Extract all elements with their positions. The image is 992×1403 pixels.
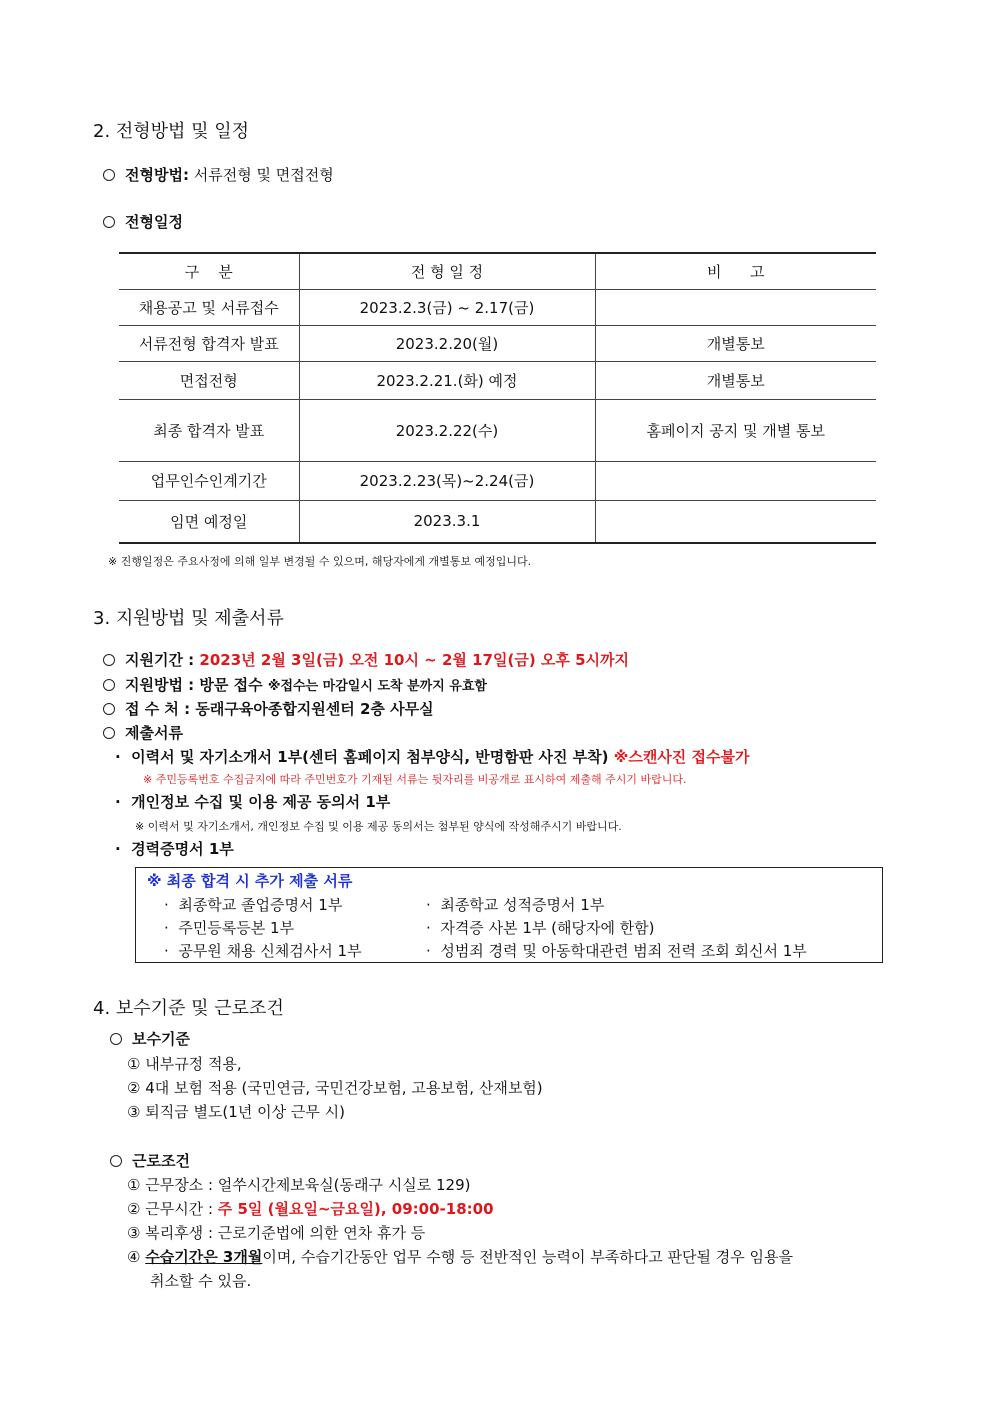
table-cell: 임면 예정일	[119, 500, 299, 543]
doc2-text: 개인정보 수집 및 이용 제공 동의서 1부	[131, 793, 391, 811]
period-value: 2023년 2월 3일(금) 오전 10시 ~ 2월 17일(금) 오후 5시까지	[199, 651, 630, 669]
work-item: ③ 복리후생 : 근로기준법에 의한 연차 휴가 등	[127, 1224, 426, 1242]
doc2-note: ※ 이력서 및 자기소개서, 개인정보 수집 및 이용 제공 동의서는 첨부된 양식에 작성해주시기 바랍니다.	[135, 820, 622, 833]
docs-label: 제출서류	[125, 724, 183, 742]
table-cell	[595, 461, 876, 500]
table-cell: 채용공고 및 서류접수	[119, 289, 299, 325]
apply-method-line	[103, 674, 487, 695]
bullet-icon: ·	[426, 919, 431, 937]
table-cell: 2023.2.23(목)~2.24(금)	[299, 461, 595, 500]
docs-line	[103, 722, 183, 743]
place-line	[103, 698, 434, 719]
probation-text-cont: 취소할 수 있음.	[150, 1272, 252, 1290]
extra-docs-title: ※ 최종 합격 시 추가 제출 서류	[147, 872, 353, 890]
bullet-icon: ·	[426, 896, 431, 914]
table-row	[119, 500, 876, 543]
circle-bullet-icon	[103, 654, 115, 666]
table-row	[119, 361, 876, 399]
table-header-cell: 전 형 일 정	[299, 253, 595, 289]
probation-text: 이며, 수습기간동안 업무 수행 등 전반적인 능력이 부족하다고 판단될 경우 임용을	[262, 1248, 793, 1266]
doc2-line	[115, 791, 390, 812]
bullet-icon: ·	[115, 793, 121, 811]
work-hours-value: 주 5일 (월요일~금요일), 09:00-18:00	[217, 1200, 494, 1218]
place-label: 접 수 처 :	[125, 700, 191, 718]
extra-doc-text: 공무원 채용 신체검사서 1부	[178, 942, 362, 960]
work4-num: ④	[127, 1248, 141, 1266]
circle-bullet-icon	[103, 216, 115, 228]
table-cell: 홈페이지 공지 및 개별 통보	[595, 399, 876, 461]
circle-bullet-icon	[103, 679, 115, 691]
extra-doc-item	[426, 940, 807, 961]
pay-item: ① 내부규정 적용,	[127, 1055, 242, 1073]
work-hours-label: ② 근무시간 :	[127, 1200, 213, 1218]
table-header-row	[119, 253, 876, 289]
table-cell: 개별통보	[595, 361, 876, 399]
table-cell: 면접전형	[119, 361, 299, 399]
bullet-icon: ·	[164, 942, 169, 960]
circle-bullet-icon	[110, 1033, 122, 1045]
place-value: 동래구육아종합지원센터 2층 사무실	[195, 700, 434, 718]
extra-doc-item	[164, 940, 362, 961]
table-row	[119, 461, 876, 500]
section2-title: 2. 전형방법 및 일정	[93, 121, 250, 142]
schedule-line	[103, 211, 183, 232]
extra-doc-text: 최종학교 졸업증명서 1부	[178, 896, 343, 914]
bullet-icon: ·	[115, 748, 121, 766]
period-label: 지원기간 :	[125, 651, 195, 669]
work-label: 근로조건	[132, 1152, 190, 1170]
apply-method-note: ※접수는 마감일시 도착 분까지 유효함	[267, 679, 487, 694]
table-cell: 최종 합격자 발표	[119, 399, 299, 461]
table-cell: 2023.2.22(수)	[299, 399, 595, 461]
doc3-text: 경력증명서 1부	[131, 840, 234, 858]
bullet-icon: ·	[164, 896, 169, 914]
apply-method-label: 지원방법 :	[125, 676, 195, 694]
table-cell: 2023.2.20(월)	[299, 325, 595, 361]
schedule-table	[119, 252, 876, 544]
extra-doc-item	[164, 917, 294, 938]
table-header-cell: 구 분	[119, 253, 299, 289]
method-value: 서류전형 및 면접전형	[193, 166, 334, 184]
doc3-line	[115, 838, 234, 859]
extra-doc-item	[164, 894, 342, 915]
extra-doc-text: 성범죄 경력 및 아동학대관련 범죄 전력 조회 회신서 1부	[440, 942, 807, 960]
circle-bullet-icon	[110, 1155, 122, 1167]
extra-doc-item	[426, 917, 655, 938]
bullet-icon: ·	[426, 942, 431, 960]
extra-docs-box	[135, 867, 883, 963]
doc1-warning: ※스캔사진 접수불가	[613, 748, 750, 766]
circle-bullet-icon	[103, 703, 115, 715]
doc1-text: 이력서 및 자기소개서 1부(센터 홈페이지 첨부양식, 반명함판 사진 부착)	[131, 748, 609, 766]
apply-method-value: 방문 접수	[199, 676, 263, 694]
extra-doc-text: 최종학교 성적증명서 1부	[440, 896, 605, 914]
schedule-note: ※ 진행일정은 주요사정에 의해 일부 변경될 수 있으며, 해당자에게 개별통보 예정입니다.	[108, 555, 532, 568]
pay-item: ③ 퇴직금 별도(1년 이상 근무 시)	[127, 1103, 345, 1121]
work-line	[110, 1150, 190, 1171]
circle-bullet-icon	[103, 169, 115, 181]
section4-title: 4. 보수기준 및 근로조건	[93, 998, 284, 1019]
probation-emphasis: 수습기간은 3개월	[145, 1248, 263, 1266]
table-cell	[595, 500, 876, 543]
bullet-icon: ·	[164, 919, 169, 937]
table-cell: 2023.2.21.(화) 예정	[299, 361, 595, 399]
pay-item: ② 4대 보험 적용 (국민연금, 국민건강보험, 고용보험, 산재보험)	[127, 1079, 543, 1097]
doc1-line	[115, 746, 749, 767]
doc1-note: ※ 주민등록번호 수집금지에 따라 주민번호가 기재된 서류는 뒷자리를 비공개로 표시하여 제출해 주시기 바랍니다.	[143, 773, 687, 786]
circle-bullet-icon	[103, 727, 115, 739]
work-item: ① 근무장소 : 얼쑤시간제보육실(동래구 시실로 129)	[127, 1176, 471, 1194]
table-row	[119, 325, 876, 361]
table-row	[119, 289, 876, 325]
table-cell: 2023.3.1	[299, 500, 595, 543]
work-item	[127, 1198, 494, 1219]
table-header-cell: 비 고	[595, 253, 876, 289]
table-cell	[595, 289, 876, 325]
section3-title: 3. 지원방법 및 제출서류	[93, 608, 284, 629]
work-item	[127, 1246, 793, 1267]
extra-doc-text: 자격증 사본 1부 (해당자에 한함)	[440, 919, 655, 937]
table-cell: 업무인수인계기간	[119, 461, 299, 500]
pay-line	[110, 1028, 190, 1049]
table-cell: 서류전형 합격자 발표	[119, 325, 299, 361]
bullet-icon: ·	[115, 840, 121, 858]
schedule-label: 전형일정	[125, 213, 183, 231]
table-row	[119, 399, 876, 461]
method-line	[103, 164, 334, 185]
table-cell: 2023.2.3(금) ~ 2.17(금)	[299, 289, 595, 325]
table-cell: 개별통보	[595, 325, 876, 361]
period-line	[103, 649, 629, 670]
method-label: 전형방법:	[125, 166, 189, 184]
pay-label: 보수기준	[132, 1030, 190, 1048]
extra-doc-text: 주민등록등본 1부	[178, 919, 295, 937]
extra-doc-item	[426, 894, 604, 915]
